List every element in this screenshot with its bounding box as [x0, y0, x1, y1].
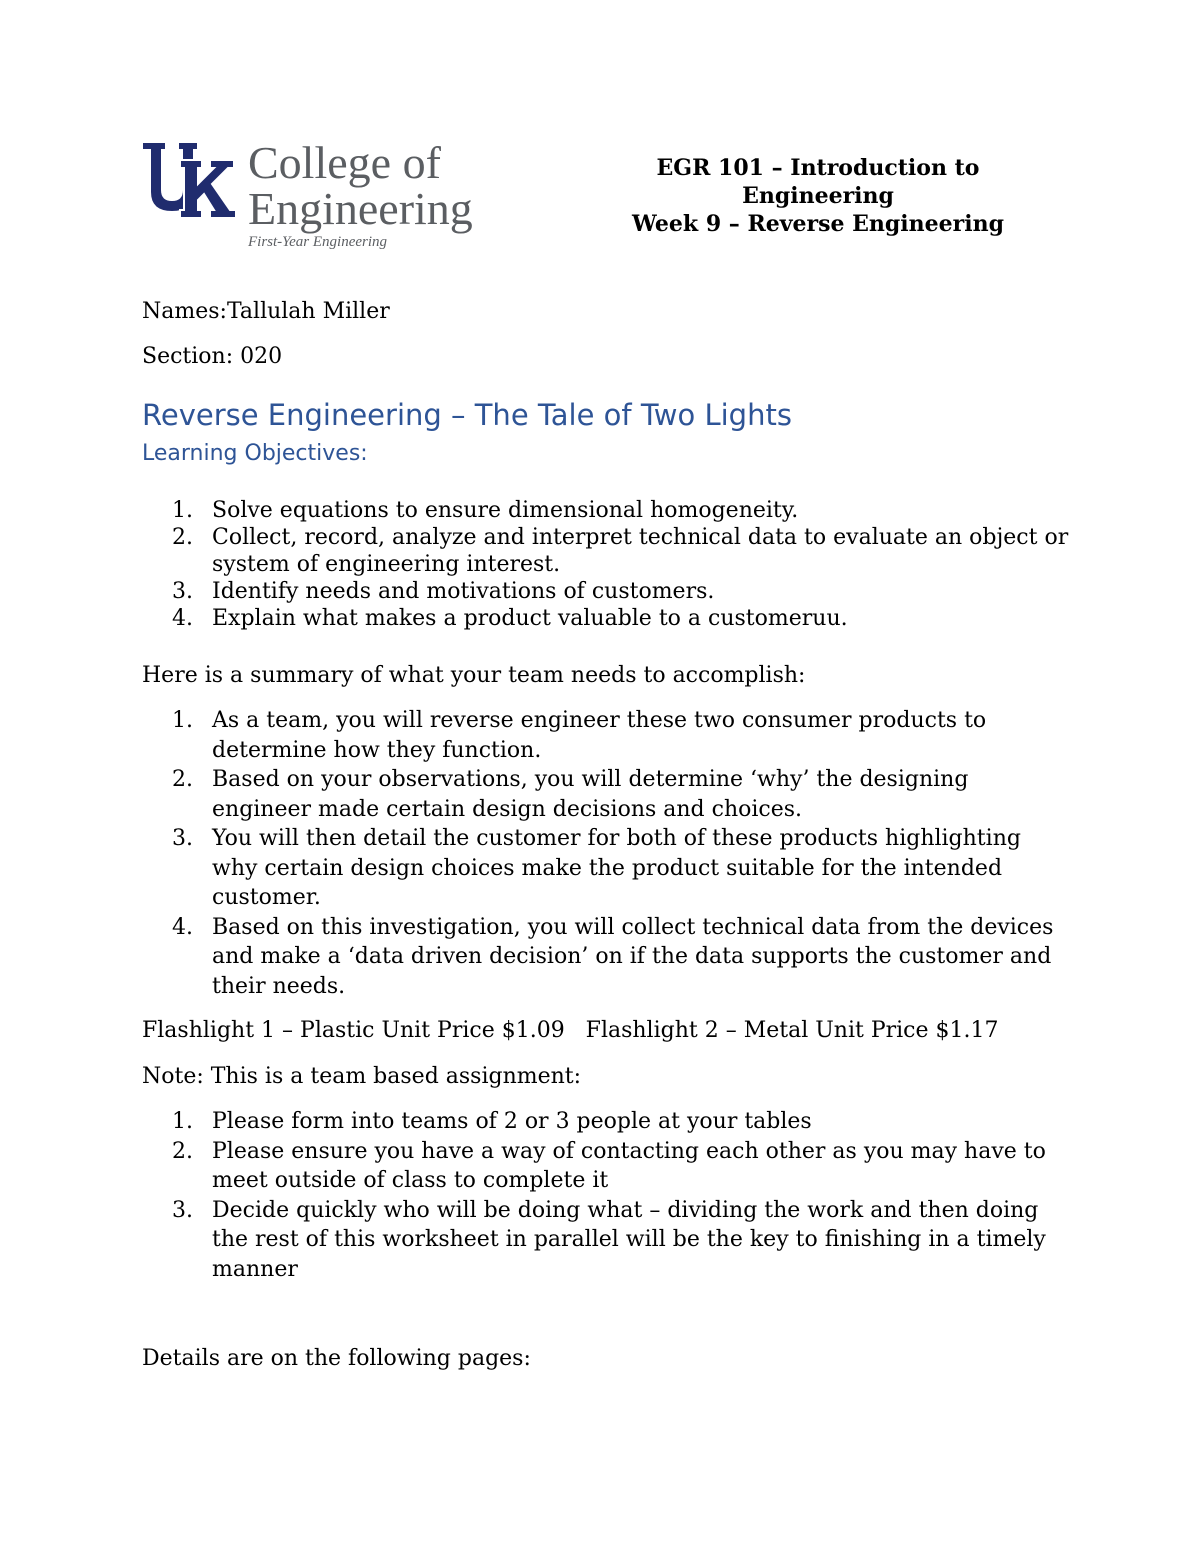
list-item: 3. Identify needs and motivations of customers. [172, 579, 715, 604]
logo-line-engineering: Engineering [248, 183, 473, 234]
details-note: Details are on the following pages: [142, 1346, 531, 1371]
note-list [0, 1107, 1072, 1284]
summary-list [0, 706, 1072, 1001]
list-item: 1. As a team, you will reverse engineer these two consumer products to determine how they function. [172, 708, 987, 763]
list-item: 1. Please form into teams of 2 or 3 people at your tables [172, 1109, 812, 1134]
student-section: Section: 020 [142, 344, 283, 369]
list-item: 4. Explain what makes a product valuable to a customeruu. [172, 606, 848, 631]
course-header [600, 154, 1036, 238]
week-title: Week 9 – Reverse Engineering [632, 211, 1004, 237]
objectives-heading: Learning Objectives: [142, 441, 368, 466]
list-item: 4. Based on this investigation, you will collect technical data from the devices and make a ‘data driven decision’ on if the data supports the customer and their needs. [172, 914, 1054, 999]
list-item: 2. Collect, record, analyze and interpret technical data to evaluate an object or system of engineering interest. [172, 525, 1069, 577]
course-title-line2: Engineering [742, 183, 894, 209]
course-title-line1: EGR 101 – Introduction to [656, 155, 980, 181]
logo-line-college: College of [248, 137, 441, 188]
summary-intro: Here is a summary of what your team needs to accomplish: [142, 663, 806, 688]
logo-subtitle: First-Year Engineering [248, 234, 388, 250]
objectives-list [0, 497, 1072, 632]
student-names: Names:Tallulah Miller [142, 299, 390, 324]
flashlight-prices: Flashlight 1 – Plastic Unit Price $1.09 Flashlight 2 – Metal Unit Price $1.17 [142, 1018, 999, 1043]
list-item: 2. Based on your observations, you will determine ‘why’ the designing engineer made certain design decisions and choices. [172, 767, 969, 822]
list-item: 3. Decide quickly who will be doing what – dividing the work and then doing the rest of this worksheet in parallel will be the key to finishing in a timely manner [172, 1197, 1046, 1282]
note-intro: Note: This is a team based assignment: [142, 1064, 582, 1089]
document-title: Reverse Engineering – The Tale of Two Lights [142, 398, 792, 432]
college-logo [140, 137, 510, 255]
list-item: 3. You will then detail the customer for both of these products highlighting why certain design choices make the product suitable for the intended customer. [172, 826, 1021, 910]
uk-logo-icon [140, 140, 238, 220]
list-item: 2. Please ensure you have a way of contacting each other as you may have to meet outside of class to complete it [172, 1138, 1046, 1193]
list-item: 1. Solve equations to ensure dimensional homogeneity. [172, 498, 799, 523]
